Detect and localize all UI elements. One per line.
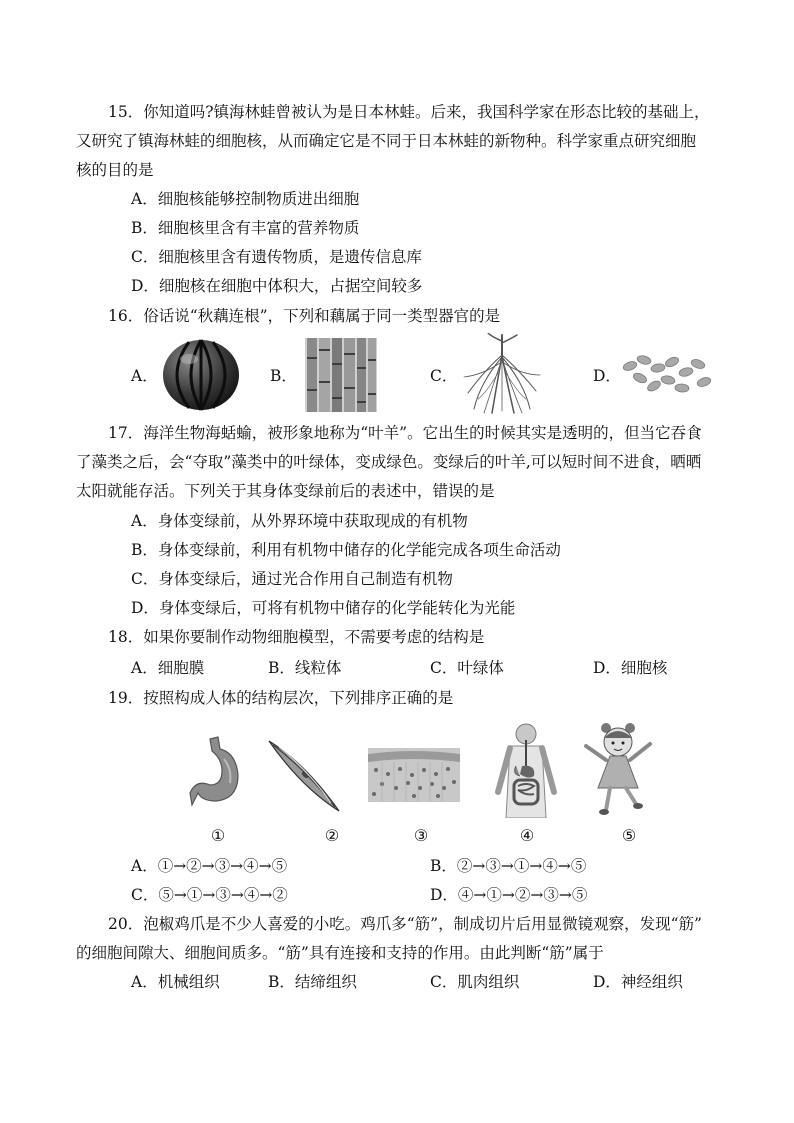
q15-line-1: 15．你知道吗?镇海林蛙曾被认为是日本林蛙。后来，我国科学家在形态比较的基础上， [108, 103, 710, 121]
q19-caption-5: ⑤ [621, 826, 637, 845]
seeds-image [618, 352, 718, 397]
q17-option-c: C．身体变绿后，通过光合作用自己制造有机物 [131, 570, 453, 588]
q15-line-3: 核的目的是 [76, 161, 154, 179]
q19-caption-2: ② [324, 826, 340, 845]
q16-label-c: C． [430, 367, 458, 385]
q20-option-d: D．神经组织 [593, 973, 683, 991]
q17-option-a: A．身体变绿前，从外界环境中获取现成的有机物 [131, 512, 468, 530]
q19-caption-3: ③ [413, 826, 429, 845]
q19-caption-4: ④ [519, 826, 535, 845]
q18-option-b: B．线粒体 [268, 659, 342, 677]
q19-option-d: D．④→①→②→③→⑤ [430, 886, 588, 904]
q20-option-b: B．结缔组织 [268, 973, 357, 991]
q20-option-a: A．机械组织 [131, 973, 220, 991]
q20-line-2: 的细胞间隙大、细胞间质多。“筋”具有连接和支持的作用。由此判断“筋”属于 [76, 944, 604, 962]
bamboo-image [305, 338, 377, 412]
q17-option-b: B．身体变绿前，利用有机物中储存的化学能完成各项生命活动 [131, 541, 561, 559]
q16-label-a: A． [131, 367, 158, 385]
q19-option-c: C．⑤→①→③→④→② [131, 886, 288, 904]
q15-option-c: C．细胞核里含有遗传物质，是遗传信息库 [131, 248, 422, 266]
digestive-system-image [490, 722, 562, 818]
plant-root-image [462, 333, 542, 415]
q20-line-1: 20．泡椒鸡爪是不少人喜爱的小吃。鸡爪多“筋”，制成切片后用显微镜观察，发现“筋” [108, 915, 702, 933]
q18-stem: 18．如果你要制作动物细胞模型，不需要考虑的结构是 [108, 628, 485, 646]
q17-line-1: 17．海洋生物海蛞蝓，被形象地称为“叶羊”。它出生的时候其实是透明的，但当它吞食 [108, 424, 702, 442]
q17-line-2: 了藻类之后，会“夺取”藻类中的叶绿体，变成绿色。变绿后的叶羊,可以短时间不进食，晒晒 [76, 453, 702, 471]
q19-option-b: B．②→③→①→④→⑤ [430, 857, 587, 875]
q16-label-d: D． [593, 367, 621, 385]
q20-option-c: C．肌肉组织 [430, 973, 520, 991]
muscle-fiber-image [265, 737, 343, 815]
watermelon-image [161, 337, 241, 412]
q17-option-d: D．身体变绿后，可将有机物中储存的化学能转化为光能 [131, 599, 516, 617]
q15-option-d: D．细胞核在细胞中体积大，占据空间较多 [131, 277, 423, 295]
q19-caption-1: ① [210, 826, 226, 845]
q15-option-b: B．细胞核里含有丰富的营养物质 [131, 219, 360, 237]
q19-option-a: A．①→②→③→④→⑤ [131, 857, 288, 875]
q18-option-a: A．细胞膜 [131, 659, 205, 677]
stomach-image [188, 735, 244, 811]
q19-stem: 19．按照构成人体的结构层次，下列排序正确的是 [108, 689, 454, 707]
epithelial-tissue-image [368, 748, 460, 802]
q15-line-2: 又研究了镇海林蛙的细胞核，从而确定它是不同于日本林蛙的新物种。科学家重点研究细胞 [76, 132, 697, 150]
q18-option-d: D．细胞核 [593, 659, 668, 677]
girl-image [580, 722, 656, 818]
q17-line-3: 太阳就能存活。下列关于其身体变绿前后的表述中，错误的是 [76, 482, 495, 500]
q18-option-c: C．叶绿体 [430, 659, 504, 677]
q15-option-a: A．细胞核能够控制物质进出细胞 [131, 190, 360, 208]
q16-label-b: B． [270, 367, 297, 385]
q16-stem: 16．俗话说“秋藕连根”，下列和藕属于同一类型器官的是 [108, 307, 501, 325]
